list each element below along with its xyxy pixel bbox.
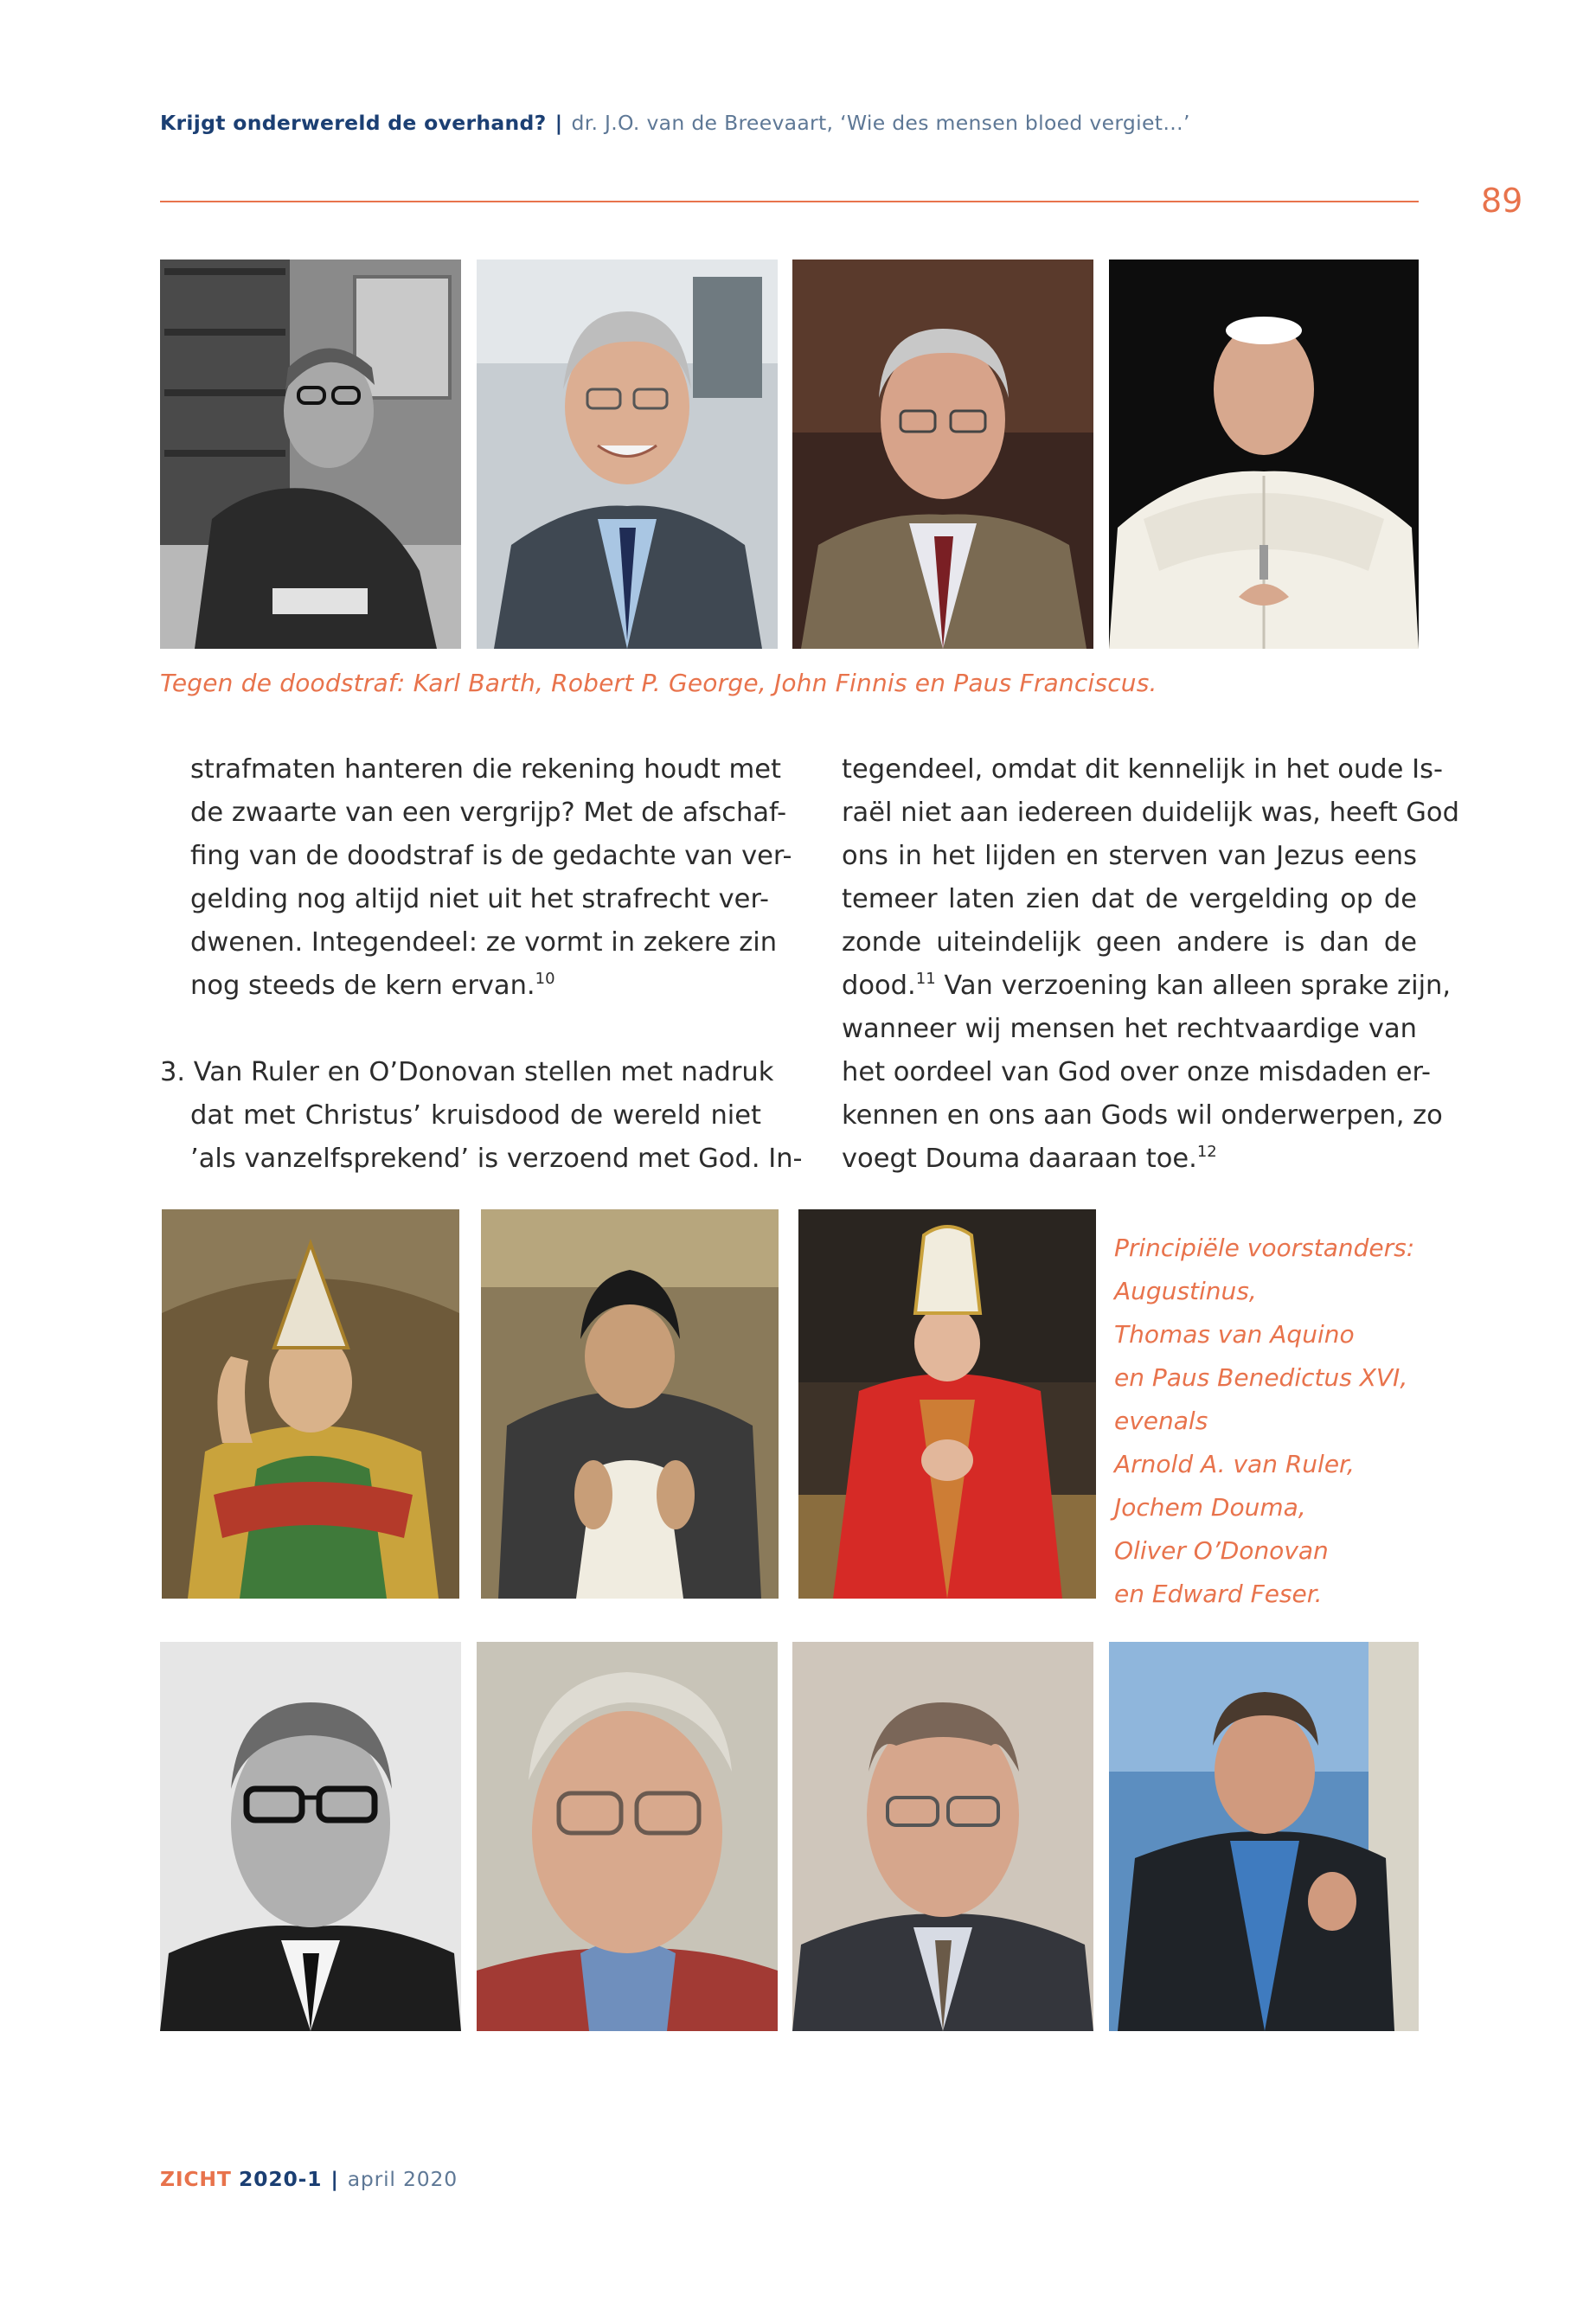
running-header [160, 111, 1423, 135]
text-line: wanneer wij mensen het rechtvaardige van [842, 1014, 1417, 1044]
footer-separator: | [330, 2167, 339, 2191]
text-line-end: voegt Douma daaraan toe. [842, 1144, 1197, 1174]
portrait-edward-feser-photo [1109, 1642, 1419, 2031]
caption-line: Principiële voorstanders: [1114, 1234, 1415, 1262]
running-header-author: dr. J.O. van de Breevaart, ‘Wie des mensen bloed vergiet…’ [571, 111, 1190, 135]
text-line: temeer laten zien dat de vergelding op de [842, 884, 1417, 914]
text-line: kennen en ons aan Gods wil onderwerpen, zo [842, 1100, 1443, 1131]
text-line [842, 1138, 1417, 1181]
text-line [190, 965, 761, 1008]
portrait-john-finnis-photo [792, 260, 1093, 649]
text-line: tegendeel, omdat dit kennelijk in het oude Is- [842, 754, 1443, 785]
text-line: strafmaten hanteren die rekening houdt met [190, 754, 781, 785]
painting-augustinus-photo [162, 1209, 459, 1599]
portrait-oliver-odonovan-photo [792, 1642, 1093, 2031]
portrait-karl-barth-photo [160, 260, 461, 649]
page-number: 89 [1481, 182, 1523, 220]
text-line: gelding nog altijd niet uit het strafrecht ver- [190, 884, 770, 914]
footnote-ref-10[interactable]: 10 [535, 970, 555, 988]
portrait-robert-p-george-photo [477, 260, 778, 649]
text-fragment: dood. [842, 971, 916, 1001]
footer-issue: 2020-1 [239, 2167, 323, 2191]
text-line: de zwaarte van een vergrijp? Met de afschaf- [190, 798, 787, 828]
caption-line: evenals [1114, 1407, 1208, 1435]
caption-line: Jochem Douma, [1114, 1493, 1306, 1522]
text-fragment: Van verzoening kan alleen sprake zijn, [935, 971, 1452, 1001]
caption-line: en Edward Feser. [1114, 1580, 1323, 1608]
portrait-jochem-douma-photo [477, 1642, 778, 2031]
footer-magazine: ZICHT [160, 2167, 232, 2191]
running-header-title: Krijgt onderwereld de overhand? [160, 111, 547, 135]
text-line: zonde uiteindelijk geen andere is dan de [842, 927, 1417, 958]
caption-proponents [1114, 1227, 1434, 1616]
caption-line: Arnold A. van Ruler, [1114, 1450, 1355, 1478]
text-line: fing van de doodstraf is de gedachte van ver- [190, 841, 792, 871]
text-line-end: nog steeds de kern ervan. [190, 971, 535, 1001]
text-line [842, 965, 1452, 1008]
text-line: raël niet aan iedereen duidelijk was, heeft God [842, 798, 1459, 828]
header-rule [160, 201, 1419, 202]
body-column-right [842, 748, 1459, 1181]
footnote-ref-12[interactable]: 12 [1196, 1143, 1217, 1161]
footer-date: april 2020 [347, 2167, 458, 2191]
list-item-3 [160, 1051, 803, 1181]
caption-line: Thomas van Aquino [1114, 1320, 1355, 1349]
caption-line: Oliver O’Donovan [1114, 1536, 1329, 1565]
caption-opponents: Tegen de doodstraf: Karl Barth, Robert P. George, John Finnis en Paus Franciscus. [160, 669, 1157, 697]
photo-paus-benedictus-xvi-photo [798, 1209, 1096, 1599]
painting-thomas-van-aquino-photo [481, 1209, 779, 1599]
page-footer [160, 2167, 458, 2191]
text-line: ons in het lijden en sterven van Jezus eens [842, 841, 1417, 871]
portrait-paus-franciscus-photo [1109, 260, 1419, 649]
caption-line: en Paus Benedictus XVI, [1114, 1363, 1408, 1392]
portrait-arnold-van-ruler-photo [160, 1642, 461, 2031]
text-line: het oordeel van God over onze misdaden er- [842, 1057, 1432, 1087]
text-line: dat met Christus’ kruisdood de wereld niet [190, 1100, 761, 1131]
body-column-left [190, 748, 792, 1008]
running-header-separator: | [554, 111, 563, 135]
footnote-ref-11[interactable]: 11 [915, 970, 936, 988]
text-line: 3. Van Ruler en O’Donovan stellen met nadruk [160, 1057, 774, 1087]
text-line: ’als vanzelfsprekend’ is verzoend met God. In- [190, 1144, 803, 1174]
caption-line: Augustinus, [1114, 1277, 1257, 1305]
text-line: dwenen. Integendeel: ze vormt in zekere zin [190, 927, 778, 958]
